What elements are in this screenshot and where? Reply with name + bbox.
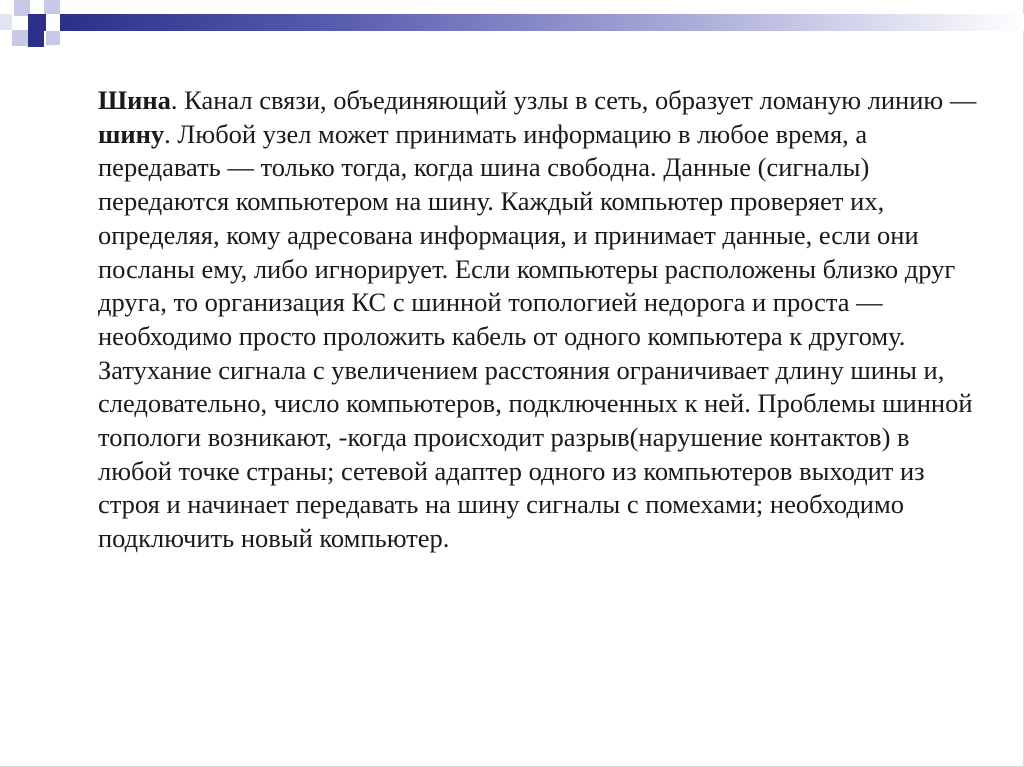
paragraph-text-part1: . Канал связи, объединяющий узлы в сеть, образует ломаную линию — bbox=[170, 85, 977, 115]
decor-square bbox=[12, 30, 28, 46]
decor-square bbox=[46, 31, 60, 45]
body-paragraph bbox=[98, 84, 978, 556]
decor-square bbox=[44, 0, 60, 14]
decor-square bbox=[28, 31, 44, 47]
term-bus: Шина bbox=[98, 85, 171, 115]
decor-square bbox=[28, 14, 46, 31]
term-bus-lower: шину bbox=[98, 118, 165, 149]
paragraph-text-part2: . Любой узел может принимать информацию в любое время, а передавать — только тогда, когда шина свободна. Данные (сигналы) передаются компьютером на шину. Каждый компьютер проверяет их, определяя, кому адресована информация, и принимает данные, если они посланы ему, либо игнорирует. Если компьютеры расположены близко друг друга, то организация КС с шинной топологией недорога и проста — необходимо просто проложить кабель от одного компьютера к другому. Затухание сигнала с увеличением расстояния ограничивает длину шины и, следовательно, число компьютеров, подключенных к ней. Проблемы шинной топологи возникают, -когда происходит разрыв(нарушение контактов) в любой точке страны; сетевой адаптер одного из компьютеров выходит из строя и начинает передавать на шину сигналы с помехами; необходимо подключить новый компьютер. bbox=[98, 118, 973, 554]
header-gradient-bar bbox=[60, 14, 1024, 31]
decor-square bbox=[0, 14, 12, 30]
